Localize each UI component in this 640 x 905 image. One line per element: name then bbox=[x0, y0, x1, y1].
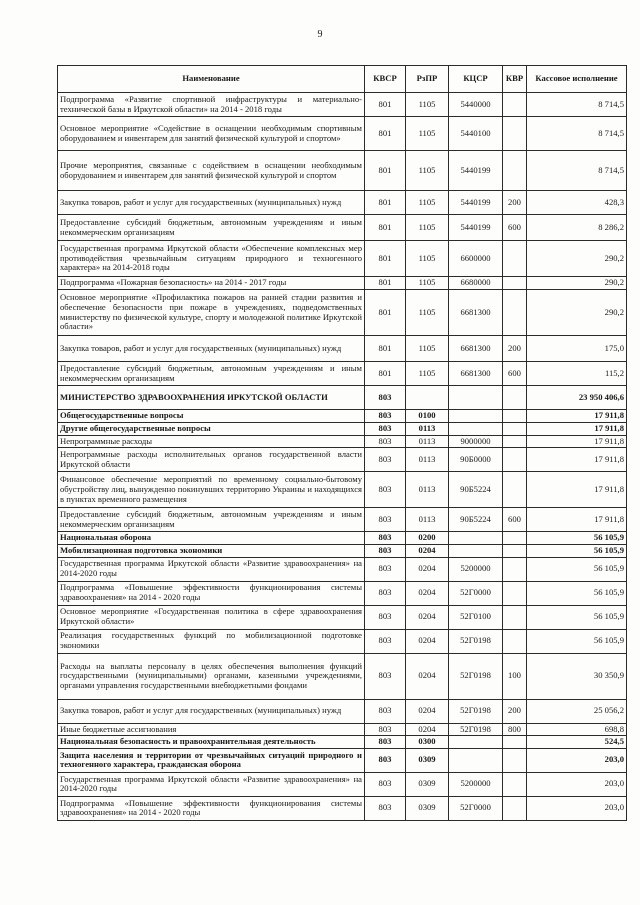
cell-amount: 56 105,9 bbox=[527, 557, 627, 581]
table-row bbox=[58, 386, 627, 410]
cell-kvr bbox=[503, 241, 527, 277]
cell-rzpr: 0113 bbox=[406, 423, 449, 436]
table-row bbox=[58, 336, 627, 362]
cell-kvsr: 803 bbox=[365, 796, 406, 820]
cell-kcsr: 5440000 bbox=[449, 93, 503, 117]
cell-rzpr: 0204 bbox=[406, 557, 449, 581]
cell-name: Закупка товаров, работ и услуг для государственных (муниципальных) нужд bbox=[58, 336, 365, 362]
cell-amount: 56 105,9 bbox=[527, 544, 627, 557]
cell-kvr: 800 bbox=[503, 723, 527, 736]
table-row bbox=[58, 629, 627, 653]
cell-rzpr: 0204 bbox=[406, 605, 449, 629]
cell-amount: 698,8 bbox=[527, 723, 627, 736]
cell-amount: 17 911,8 bbox=[527, 472, 627, 508]
cell-name: Подпрограмма «Развитие спортивной инфраструктуры и материально-технической базы в Иркутской области» на 2014 - 2018 годы bbox=[58, 93, 365, 117]
cell-kvr: 200 bbox=[503, 336, 527, 362]
cell-kvr bbox=[503, 151, 527, 191]
cell-kcsr: 5200000 bbox=[449, 557, 503, 581]
table-row bbox=[58, 699, 627, 723]
cell-rzpr: 1105 bbox=[406, 191, 449, 215]
header-kvsr: КВСР bbox=[365, 66, 406, 93]
cell-name: Подпрограмма «Пожарная безопасность» на 2014 - 2017 годы bbox=[58, 277, 365, 290]
cell-name: Финансовое обеспечение мероприятий по временному социально-бытовому обустройству лиц, вынужденно покинувших территорию Украины и находящихся в пунктах временного размещения bbox=[58, 472, 365, 508]
cell-rzpr: 0204 bbox=[406, 699, 449, 723]
cell-kcsr: 52Г0100 bbox=[449, 605, 503, 629]
table-row bbox=[58, 653, 627, 699]
cell-kcsr bbox=[449, 386, 503, 410]
cell-kcsr bbox=[449, 410, 503, 423]
cell-kvsr: 803 bbox=[365, 386, 406, 410]
cell-rzpr: 0113 bbox=[406, 448, 449, 472]
cell-kcsr: 90Б0000 bbox=[449, 448, 503, 472]
page-number: 9 bbox=[317, 29, 323, 40]
cell-amount: 203,0 bbox=[527, 772, 627, 796]
cell-kvr bbox=[503, 290, 527, 336]
cell-name: Непрограммные расходы bbox=[58, 435, 365, 448]
cell-kvr bbox=[503, 277, 527, 290]
cell-kcsr: 5440199 bbox=[449, 151, 503, 191]
cell-kvr: 600 bbox=[503, 362, 527, 386]
cell-kvsr: 801 bbox=[365, 117, 406, 151]
cell-kvsr: 803 bbox=[365, 699, 406, 723]
cell-name: Непрограммные расходы исполнительных органов государственной власти Иркутской области bbox=[58, 448, 365, 472]
cell-kcsr: 52Г0198 bbox=[449, 629, 503, 653]
cell-rzpr: 1105 bbox=[406, 215, 449, 241]
table-row bbox=[58, 772, 627, 796]
header-kvr: КВР bbox=[503, 66, 527, 93]
cell-name: Закупка товаров, работ и услуг для государственных (муниципальных) нужд bbox=[58, 191, 365, 215]
header-kcsr: КЦСР bbox=[449, 66, 503, 93]
cell-name: Прочие мероприятия, связанные с содействием в оснащении необходимым оборудованием и инвентарем для занятий физической культурой и спортом bbox=[58, 151, 365, 191]
cell-name: Государственная программа Иркутской области «Развитие здравоохранения» на 2014-2020 годы bbox=[58, 557, 365, 581]
cell-rzpr: 0113 bbox=[406, 435, 449, 448]
table-row bbox=[58, 191, 627, 215]
cell-amount: 203,0 bbox=[527, 748, 627, 772]
table-row bbox=[58, 423, 627, 436]
cell-rzpr: 0200 bbox=[406, 532, 449, 545]
cell-kcsr bbox=[449, 748, 503, 772]
cell-kvr bbox=[503, 736, 527, 749]
cell-kcsr: 52Г0000 bbox=[449, 796, 503, 820]
cell-name: Закупка товаров, работ и услуг для государственных (муниципальных) нужд bbox=[58, 699, 365, 723]
cell-kvsr: 801 bbox=[365, 215, 406, 241]
cell-kcsr: 90Б5224 bbox=[449, 508, 503, 532]
cell-kcsr bbox=[449, 423, 503, 436]
cell-rzpr: 1105 bbox=[406, 117, 449, 151]
table-row bbox=[58, 723, 627, 736]
cell-kvsr: 801 bbox=[365, 362, 406, 386]
cell-kvsr: 803 bbox=[365, 472, 406, 508]
cell-rzpr: 1105 bbox=[406, 362, 449, 386]
table-row bbox=[58, 557, 627, 581]
cell-kvr: 200 bbox=[503, 699, 527, 723]
cell-kvr bbox=[503, 532, 527, 545]
cell-kvr bbox=[503, 410, 527, 423]
cell-kcsr: 52Г0198 bbox=[449, 699, 503, 723]
cell-rzpr: 0100 bbox=[406, 410, 449, 423]
cell-kvr bbox=[503, 117, 527, 151]
cell-amount: 17 911,8 bbox=[527, 410, 627, 423]
cell-kvsr: 803 bbox=[365, 508, 406, 532]
cell-kcsr: 6600000 bbox=[449, 241, 503, 277]
cell-amount: 203,0 bbox=[527, 796, 627, 820]
cell-kvr bbox=[503, 386, 527, 410]
cell-rzpr: 1105 bbox=[406, 277, 449, 290]
cell-kvsr: 801 bbox=[365, 93, 406, 117]
cell-kvr bbox=[503, 93, 527, 117]
cell-kvsr: 803 bbox=[365, 532, 406, 545]
cell-kvsr: 803 bbox=[365, 723, 406, 736]
table-row bbox=[58, 508, 627, 532]
cell-amount: 428,3 bbox=[527, 191, 627, 215]
cell-kvr bbox=[503, 472, 527, 508]
table-row bbox=[58, 151, 627, 191]
header-amount: Кассовое исполнение bbox=[527, 66, 627, 93]
cell-name: МИНИСТЕРСТВО ЗДРАВООХРАНЕНИЯ ИРКУТСКОЙ ОБЛАСТИ bbox=[58, 386, 365, 410]
cell-kvr bbox=[503, 748, 527, 772]
cell-kvsr: 801 bbox=[365, 191, 406, 215]
cell-amount: 17 911,8 bbox=[527, 448, 627, 472]
cell-kvr bbox=[503, 772, 527, 796]
cell-rzpr: 0309 bbox=[406, 772, 449, 796]
cell-kvr bbox=[503, 557, 527, 581]
cell-kvsr: 803 bbox=[365, 736, 406, 749]
cell-rzpr: 0204 bbox=[406, 629, 449, 653]
cell-amount: 8 714,5 bbox=[527, 151, 627, 191]
cell-kcsr: 5200000 bbox=[449, 772, 503, 796]
cell-rzpr: 0300 bbox=[406, 736, 449, 749]
cell-kvsr: 803 bbox=[365, 653, 406, 699]
cell-rzpr: 0113 bbox=[406, 508, 449, 532]
cell-kcsr: 52Г0198 bbox=[449, 723, 503, 736]
table-row bbox=[58, 532, 627, 545]
table-row bbox=[58, 277, 627, 290]
cell-kvsr: 803 bbox=[365, 448, 406, 472]
cell-amount: 8 714,5 bbox=[527, 117, 627, 151]
cell-name: Государственная программа Иркутской области «Обеспечение комплексных мер противодействия чрезвычайным ситуациям природного и техногенного характера» на 2014-2018 годы bbox=[58, 241, 365, 277]
cell-rzpr: 1105 bbox=[406, 290, 449, 336]
cell-kvsr: 803 bbox=[365, 557, 406, 581]
cell-kvsr: 803 bbox=[365, 435, 406, 448]
cell-rzpr: 0204 bbox=[406, 581, 449, 605]
cell-kvr: 100 bbox=[503, 653, 527, 699]
cell-amount: 290,2 bbox=[527, 290, 627, 336]
cell-amount: 30 350,9 bbox=[527, 653, 627, 699]
cell-kvsr: 801 bbox=[365, 290, 406, 336]
cell-amount: 17 911,8 bbox=[527, 435, 627, 448]
cell-kvsr: 803 bbox=[365, 581, 406, 605]
cell-name: Подпрограмма «Повышение эффективности функционирования системы здравоохранения» на 2014 - 2020 годы bbox=[58, 581, 365, 605]
cell-name: Общегосударственные вопросы bbox=[58, 410, 365, 423]
cell-amount: 56 105,9 bbox=[527, 629, 627, 653]
cell-name: Предоставление субсидий бюджетным, автономным учреждениям и иным некоммерческим организациям bbox=[58, 508, 365, 532]
table-row bbox=[58, 290, 627, 336]
budget-table bbox=[57, 65, 627, 821]
cell-kcsr: 6681300 bbox=[449, 336, 503, 362]
cell-name: Национальная оборона bbox=[58, 532, 365, 545]
cell-amount: 8 286,2 bbox=[527, 215, 627, 241]
cell-amount: 56 105,9 bbox=[527, 581, 627, 605]
cell-kcsr: 9000000 bbox=[449, 435, 503, 448]
table-row bbox=[58, 472, 627, 508]
cell-name: Основное мероприятие «Профилактика пожаров на ранней стадии развития и обеспечение безопасности при пожаре в учреждениях, подведомственных министерству по физической культуре, спорту и молодежной политике Иркутской области» bbox=[58, 290, 365, 336]
cell-kvsr: 803 bbox=[365, 748, 406, 772]
cell-kcsr bbox=[449, 544, 503, 557]
cell-kvsr: 803 bbox=[365, 629, 406, 653]
cell-rzpr: 0113 bbox=[406, 472, 449, 508]
cell-name: Иные бюджетные ассигнования bbox=[58, 723, 365, 736]
cell-kcsr: 6681300 bbox=[449, 362, 503, 386]
table-header-row bbox=[58, 66, 627, 93]
cell-kvr bbox=[503, 544, 527, 557]
cell-kcsr bbox=[449, 532, 503, 545]
cell-amount: 17 911,8 bbox=[527, 423, 627, 436]
cell-kvr bbox=[503, 423, 527, 436]
cell-rzpr: 0309 bbox=[406, 796, 449, 820]
cell-amount: 290,2 bbox=[527, 241, 627, 277]
cell-name: Реализация государственных функций по мобилизационной подготовке экономики bbox=[58, 629, 365, 653]
table-body bbox=[58, 93, 627, 821]
cell-amount: 175,0 bbox=[527, 336, 627, 362]
cell-name: Другие общегосударственные вопросы bbox=[58, 423, 365, 436]
cell-name: Защита населения и территории от чрезвычайных ситуаций природного и техногенного характера, гражданская оборона bbox=[58, 748, 365, 772]
cell-rzpr: 0204 bbox=[406, 544, 449, 557]
cell-amount: 290,2 bbox=[527, 277, 627, 290]
cell-kvr bbox=[503, 448, 527, 472]
cell-amount: 524,5 bbox=[527, 736, 627, 749]
table-row bbox=[58, 581, 627, 605]
cell-amount: 56 105,9 bbox=[527, 532, 627, 545]
table-row bbox=[58, 362, 627, 386]
table-row bbox=[58, 544, 627, 557]
cell-kvr: 600 bbox=[503, 215, 527, 241]
cell-kcsr: 90Б5224 bbox=[449, 472, 503, 508]
cell-kvsr: 803 bbox=[365, 772, 406, 796]
cell-name: Предоставление субсидий бюджетным, автономным учреждениям и иным некоммерческим организациям bbox=[58, 215, 365, 241]
cell-kcsr: 6680000 bbox=[449, 277, 503, 290]
cell-name: Государственная программа Иркутской области «Развитие здравоохранения» на 2014-2020 годы bbox=[58, 772, 365, 796]
table-row bbox=[58, 241, 627, 277]
table-row bbox=[58, 117, 627, 151]
cell-rzpr: 0204 bbox=[406, 723, 449, 736]
cell-kvsr: 803 bbox=[365, 410, 406, 423]
cell-kcsr: 52Г0000 bbox=[449, 581, 503, 605]
cell-amount: 25 056,2 bbox=[527, 699, 627, 723]
cell-name: Предоставление субсидий бюджетным, автономным учреждениям и иным некоммерческим организациям bbox=[58, 362, 365, 386]
cell-kvr: 600 bbox=[503, 508, 527, 532]
cell-rzpr bbox=[406, 386, 449, 410]
table-row bbox=[58, 748, 627, 772]
cell-kcsr bbox=[449, 736, 503, 749]
cell-name: Национальная безопасность и правоохранительная деятельность bbox=[58, 736, 365, 749]
cell-name: Основное мероприятие «Государственная политика в сфере здравоохранения Иркутской области» bbox=[58, 605, 365, 629]
cell-kvr: 200 bbox=[503, 191, 527, 215]
cell-kvsr: 803 bbox=[365, 605, 406, 629]
cell-kvsr: 801 bbox=[365, 336, 406, 362]
cell-kvr bbox=[503, 796, 527, 820]
cell-amount: 23 950 406,6 bbox=[527, 386, 627, 410]
cell-name: Подпрограмма «Повышение эффективности функционирования системы здравоохранения» на 2014 - 2020 годы bbox=[58, 796, 365, 820]
table-row bbox=[58, 410, 627, 423]
cell-amount: 8 714,5 bbox=[527, 93, 627, 117]
table-row bbox=[58, 605, 627, 629]
cell-rzpr: 1105 bbox=[406, 336, 449, 362]
header-rzpr: РзПР bbox=[406, 66, 449, 93]
table-row bbox=[58, 435, 627, 448]
cell-rzpr: 1105 bbox=[406, 151, 449, 191]
cell-rzpr: 1105 bbox=[406, 93, 449, 117]
cell-kcsr: 5440199 bbox=[449, 215, 503, 241]
cell-kvr bbox=[503, 435, 527, 448]
cell-rzpr: 0309 bbox=[406, 748, 449, 772]
table-row bbox=[58, 448, 627, 472]
cell-kvsr: 801 bbox=[365, 241, 406, 277]
cell-kcsr: 6681300 bbox=[449, 290, 503, 336]
cell-name: Расходы на выплаты персоналу в целях обеспечения выполнения функций государственными (муниципальными) органами, казенными учреждениями, органами управления государственными внебюджетными фондами bbox=[58, 653, 365, 699]
cell-kvsr: 803 bbox=[365, 423, 406, 436]
table-row bbox=[58, 93, 627, 117]
cell-amount: 56 105,9 bbox=[527, 605, 627, 629]
table-row bbox=[58, 736, 627, 749]
cell-kvsr: 801 bbox=[365, 151, 406, 191]
cell-kvr bbox=[503, 605, 527, 629]
cell-name: Основное мероприятие «Содействие в оснащении необходимым спортивным оборудованием и инвентарем для занятий физической культурой и спортом» bbox=[58, 117, 365, 151]
cell-amount: 115,2 bbox=[527, 362, 627, 386]
header-name: Наименование bbox=[58, 66, 365, 93]
cell-kcsr: 52Г0198 bbox=[449, 653, 503, 699]
cell-kvsr: 803 bbox=[365, 544, 406, 557]
cell-rzpr: 0204 bbox=[406, 653, 449, 699]
table-row bbox=[58, 215, 627, 241]
cell-kvr bbox=[503, 581, 527, 605]
cell-kcsr: 5440199 bbox=[449, 191, 503, 215]
cell-amount: 17 911,8 bbox=[527, 508, 627, 532]
cell-kvr bbox=[503, 629, 527, 653]
cell-name: Мобилизационная подготовка экономики bbox=[58, 544, 365, 557]
cell-kcsr: 5440100 bbox=[449, 117, 503, 151]
table-row bbox=[58, 796, 627, 820]
cell-rzpr: 1105 bbox=[406, 241, 449, 277]
cell-kvsr: 801 bbox=[365, 277, 406, 290]
